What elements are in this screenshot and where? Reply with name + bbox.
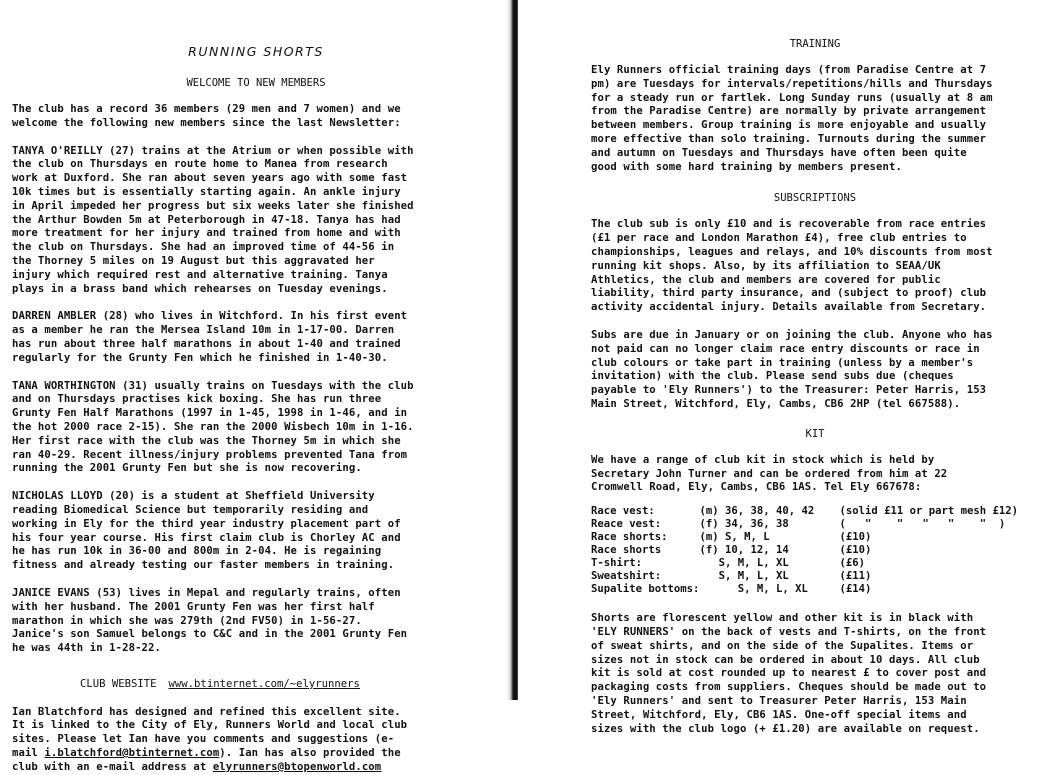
kit-price: (£10) — [839, 531, 872, 544]
kit-sizes: S, M, L, XL — [699, 583, 808, 596]
kit-row — [591, 505, 1018, 518]
kit-row — [591, 570, 1018, 583]
kit-row — [591, 557, 1018, 570]
member-janice: JANICE EVANS (53) lives in Mepal and regularly trains, often with her husband. The 2001 Grunty Fen was her first half marathon in which she was 279th (2nd FV50) in 1-56-27. Janice's son Samuel belongs to C&C and in the 2001 Grunty Fen he was 44th in 1-28-22. — [12, 586, 408, 655]
kit-item: Sweatshirt: — [591, 570, 662, 583]
ian-email-link[interactable]: i.blatchford@btinternet.com — [44, 747, 220, 760]
website-heading: CLUB WEBSITE — [80, 677, 157, 690]
kit-sizes: (m) S, M, L — [699, 531, 770, 544]
member-nicholas: NICHOLAS LLOYD (20) is a student at Sheffield University reading Biomedical Science but temporarily residing and working in Ely for the third year industry placement part of his four year course. His first claim club is Chorley AC and he has run 10k in 36-00 and 800m in 2-04. He is regaining fitness and already testing our faster members in training. — [12, 490, 401, 572]
kit-item: Race shorts — [591, 544, 662, 557]
kit-row — [591, 531, 1018, 544]
kit-item: Reace vest: — [591, 518, 662, 531]
kit-sizes: (m) 36, 38, 40, 42 — [699, 505, 815, 518]
newsletter-title: RUNNING SHORTS — [188, 44, 324, 59]
subscriptions-heading: SUBSCRIPTIONS — [773, 192, 857, 205]
right-page — [518, 0, 1045, 735]
kit-item: Race vest: — [591, 505, 655, 518]
kit-price-table — [591, 505, 1018, 596]
kit-footer: Shorts are florescent yellow and other kit is in black with 'ELY RUNNERS' on the back of vests and T-shirts, on the front of sweat shirts, and on the side of the Supalites. Items or sizes not in stock can be ordered in about 10 days. All club kit is sold at cost rounded up to nearest £ to cover post and packaging costs from suppliers. Cheques should be made out to 'Ely Runners' and sent to Treasurer Peter Harris, 153 Main Street, Witchford, Ely, CB6 1AS. One-off special items and sizes with the club logo (+ £1.20) are available on request. — [591, 612, 987, 735]
subscriptions-text-1: The club sub is only £10 and is recoverable from race entries (£1 per race and London Marathon £4), free club entries to championships, leagues and relays, and 10% discounts from most running kit shops. Also, by its affiliation to SEAA/UK Athletics, the club and members are covered for public liability, third party insurance, and (subject to proof) club activity accidental injury. Details available from Secretary. — [591, 218, 993, 314]
website-heading-row — [80, 678, 500, 692]
welcome-intro: The club has a record 36 members (29 men and 7 women) and we welcome the following new members since the last Newsletter: — [12, 103, 401, 129]
member-tana: TANA WORTHINGTON (31) usually trains on Tuesdays with the club and on Thursdays practises kick boxing. She has run three Grunty Fen Half Marathons (1997 in 1-45, 1998 in 1-46, and in the hot 2000 race 2-15). She ran the 2000 Wisbech 10m in 1-16. Her first race with the club was the Thorney 5m in which she ran 40-29. Recent illness/injury problems prevented Tana from running the 2001 Grunty Fen but she is now recovering. — [12, 379, 414, 475]
kit-intro: We have a range of club kit in stock which is held by Secretary John Turner and can be ordered from him at 22 Cromwell Road, Ely, Cambs, CB6 1AS. Tel Ely 667678: — [591, 453, 948, 494]
kit-price: (solid £11 or part mesh £12) — [839, 505, 1019, 518]
kit-sizes: S, M, L, XL — [699, 570, 789, 583]
kit-price: (£10) — [839, 544, 872, 557]
website-url-link[interactable]: www.btinternet.com/~elyrunners — [168, 677, 360, 690]
kit-item: T-shirt: — [591, 557, 643, 570]
kit-row — [591, 518, 1018, 531]
kit-sizes: S, M, L, XL — [699, 557, 789, 570]
kit-heading: KIT — [805, 427, 825, 440]
left-page — [0, 0, 512, 773]
website-paragraph — [12, 706, 500, 775]
left-column — [12, 44, 500, 775]
right-column — [591, 38, 1039, 736]
website-text-2: ). Ian has also provided the club with an e-mail address at — [12, 747, 401, 773]
member-tanya: TANYA O'REILLY (27) trains at the Atrium or when possible with the club on Thursdays en route home to Manea from research work at Duxford. She ran about seven years ago with some fast 10k times but is essentially starting again. An ankle injury in April impeded her progress but six weeks later she finished the Arthur Bowden 5m at Peterborough in 47-18. Tanya has had more treatment for her injury and trained from home and with the club on Thursdays. She had an improved time of 44-56 in the Thorney 5 miles on 19 August but this aggravated her injury which required rest and alternative training. Tanya plays in a brass band which rehearses on Tuesday evenings. — [12, 144, 414, 295]
kit-row — [591, 583, 1018, 596]
welcome-heading: WELCOME TO NEW MEMBERS — [186, 77, 326, 89]
kit-item: Supalite bottoms: — [591, 583, 700, 596]
training-text: Ely Runners official training days (from Paradise Centre at 7 pm) are Tuesdays for intervals/repetitions/hills and Thursdays for a steady run or fartlek. Long Sunday runs (usually at 8 am from the Paradise Centre) are normally by private arrangement between members. Group training is more enjoyable and usually more effective than solo training. Turnouts during the summer and autumn on Tuesdays and Thursdays have often been quite good with some hard training by members present. — [591, 64, 993, 173]
kit-price: (£11) — [839, 570, 872, 583]
kit-price: (£14) — [839, 583, 872, 596]
member-darren: DARREN AMBLER (28) who lives in Witchford. In his first event as a member he ran the Mersea Island 10m in 1-17-00. Darren has run about three half marathons in about 1-40 and trained regularly for the Grunty Fen which he finished in 1-40-30. — [12, 310, 408, 364]
kit-price: ( " " " " " ) — [839, 518, 1006, 531]
subscriptions-text-2: Subs are due in January or on joining the club. Anyone who has not paid can no longer claim race entry discounts or race in club colours or take part in training (unless by a member's invitation) with the club. Please send subs due (cheques payable to 'Ely Runners') to the Treasurer: Peter Harris, 153 Main Street, Witchford, Ely, Cambs, CB6 2HP (tel 667588). — [591, 328, 993, 410]
website-text-1: Ian Blatchford has designed and refined this excellent site. It is linked to the City of Ely, Runners World and local club sites. Please let Ian have you comments and suggestions (e- mail — [12, 705, 408, 760]
club-email-link[interactable]: elyrunners@btopenworld.com — [212, 760, 382, 773]
kit-row — [591, 544, 1018, 557]
training-heading: TRAINING — [789, 38, 841, 50]
kit-sizes: (f) 10, 12, 14 — [699, 544, 789, 557]
kit-sizes: (f) 34, 36, 38 — [699, 518, 789, 531]
kit-price: (£6) — [839, 557, 865, 570]
kit-item: Race shorts: — [591, 531, 668, 544]
